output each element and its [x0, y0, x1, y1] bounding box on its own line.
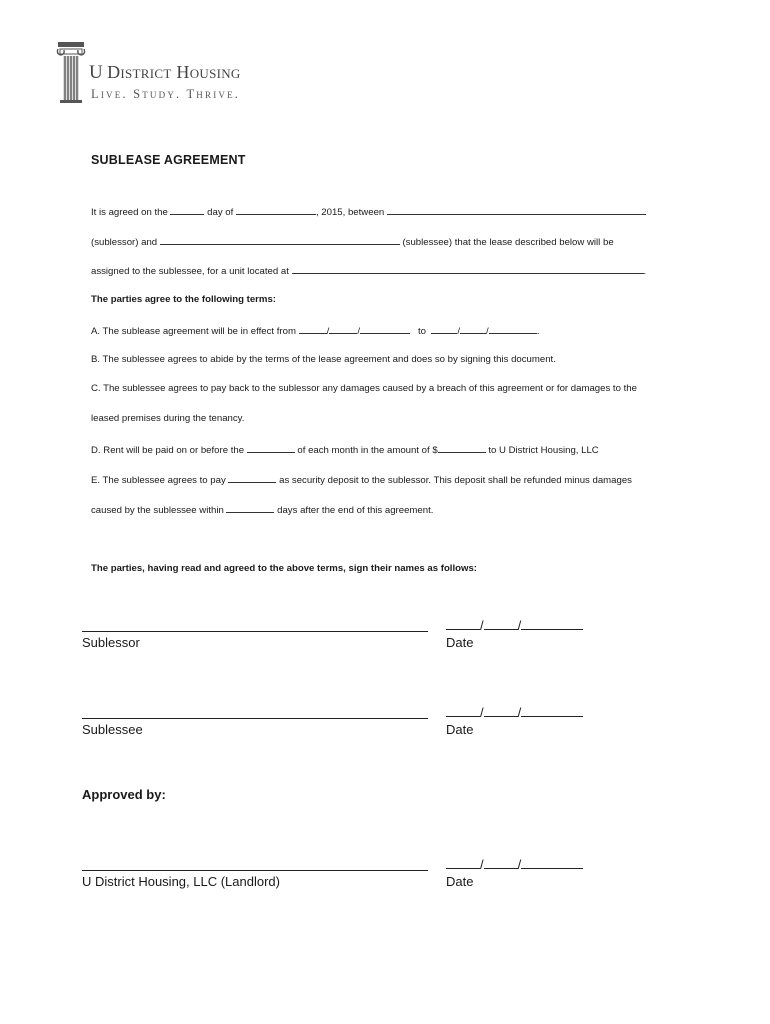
term-text: of each month in the amount of $	[297, 445, 438, 456]
intro-line-1	[91, 205, 646, 218]
sublessee-date-field[interactable]	[446, 704, 583, 720]
sublessor-date-field[interactable]	[446, 617, 583, 633]
slash: /	[326, 326, 330, 337]
landlord-date-field[interactable]	[446, 856, 583, 872]
intro-line-2	[91, 235, 614, 248]
term-e-line-2	[91, 503, 433, 516]
slash: /	[480, 857, 484, 872]
approved-by-heading: Approved by:	[82, 787, 166, 802]
term-text: to U District Housing, LLC	[488, 445, 599, 456]
intro-text: .	[643, 266, 647, 277]
end-day-field[interactable]	[460, 324, 486, 334]
company-logo	[55, 40, 255, 110]
intro-text: It is agreed on the	[91, 207, 168, 218]
term-text: caused by the sublessee within	[91, 505, 224, 516]
rent-due-day-field[interactable]	[247, 443, 295, 453]
term-e-line-1	[91, 473, 632, 486]
terms-heading: The parties agree to the following terms:	[91, 294, 276, 305]
term-c-line-1: C. The sublessee agrees to pay back to the sublessor any damages caused by a breach of this agreement or for damages to the	[91, 383, 637, 394]
sublessor-name-field[interactable]	[387, 205, 646, 215]
slash: /	[486, 326, 489, 337]
intro-line-3	[91, 264, 646, 277]
start-year-field[interactable]	[360, 324, 410, 334]
intro-text: (sublessee) that the lease described below will be	[402, 237, 614, 248]
sublessee-label: Sublessee	[82, 722, 143, 737]
day-field[interactable]	[170, 205, 204, 215]
start-month-field[interactable]	[299, 324, 327, 334]
intro-text: day of	[207, 207, 234, 218]
date-label: Date	[446, 635, 474, 650]
term-text: E. The sublessee agrees to pay	[91, 475, 226, 486]
slash: /	[517, 857, 522, 872]
intro-text: (sublessor) and	[91, 237, 158, 248]
closing-statement: The parties, having read and agreed to the above terms, sign their names as follows:	[91, 563, 477, 574]
slash: /	[517, 618, 522, 633]
logo-tagline: Live. Study. Thrive.	[91, 87, 241, 101]
month-field[interactable]	[236, 205, 316, 215]
term-text: as security deposit to the sublessor. This deposit shall be refunded minus damages	[279, 475, 632, 486]
sublessor-signature-line[interactable]	[82, 631, 428, 632]
intro-text: assigned to the sublessee, for a unit located at	[91, 266, 289, 277]
sublessee-name-field[interactable]	[160, 235, 400, 245]
end-year-field[interactable]	[489, 324, 537, 334]
landlord-label: U District Housing, LLC (Landlord)	[82, 874, 280, 889]
date-label: Date	[446, 874, 474, 889]
term-text: A. The sublease agreement will be in effect from	[91, 326, 296, 337]
logo-letter-u: U	[89, 62, 104, 83]
sublessor-label: Sublessor	[82, 635, 140, 650]
pillar-icon	[55, 40, 89, 104]
logo-wordmark	[89, 62, 241, 84]
logo-name: District Housing	[107, 62, 241, 82]
document-title: SUBLEASE AGREEMENT	[91, 153, 246, 167]
slash: /	[480, 705, 484, 720]
rent-amount-field[interactable]	[438, 443, 486, 453]
slash: /	[517, 705, 522, 720]
slash: /	[357, 326, 360, 337]
landlord-signature-line[interactable]	[82, 870, 428, 871]
refund-days-field[interactable]	[226, 503, 274, 513]
date-label: Date	[446, 722, 474, 737]
term-c-line-2: leased premises during the tenancy.	[91, 413, 245, 424]
unit-address-field[interactable]	[292, 264, 644, 274]
term-d	[91, 443, 599, 456]
intro-text: , 2015, between	[315, 207, 385, 218]
term-b: B. The sublessee agrees to abide by the terms of the lease agreement and does so by signing this document.	[91, 354, 556, 365]
term-text: D. Rent will be paid on or before the	[91, 445, 245, 456]
end-month-field[interactable]	[431, 324, 457, 334]
slash: /	[457, 326, 461, 337]
slash: /	[480, 618, 484, 633]
term-a: A. The sublease agreement will be in effect from / / to / / .	[91, 326, 540, 337]
term-text: to	[417, 326, 426, 337]
sublessee-signature-line[interactable]	[82, 718, 428, 719]
start-day-field[interactable]	[329, 324, 357, 334]
term-text: days after the end of this agreement.	[277, 505, 434, 516]
deposit-amount-field[interactable]	[228, 473, 276, 483]
